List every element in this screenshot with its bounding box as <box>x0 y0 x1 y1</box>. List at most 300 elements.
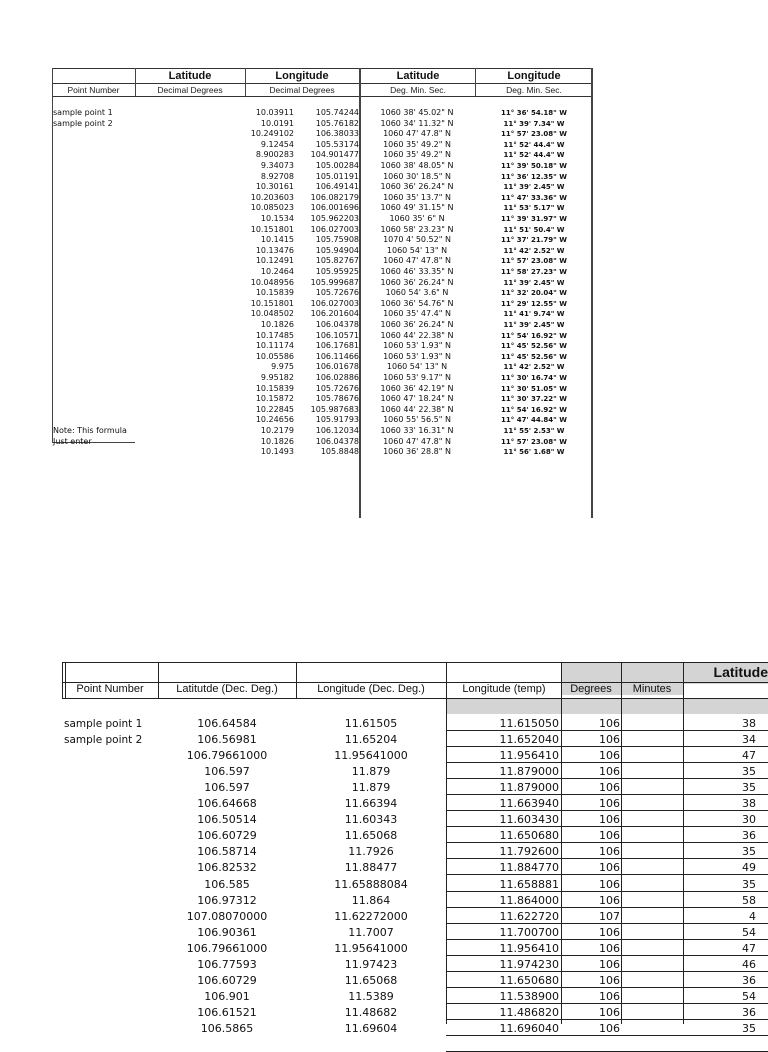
longitude-temp-cell: 11.538900 <box>499 989 559 1003</box>
longitude-dms-cell: 11° 57' 23.08" W <box>501 130 567 139</box>
latitude-dms-cell: 1060 35' 49.2" N <box>383 150 451 160</box>
table-row <box>62 812 768 828</box>
degrees-cell: 106 <box>599 845 620 859</box>
minutes-cell: 36 <box>742 973 756 987</box>
latitude-decimal-cell: 10.085023 <box>250 203 294 213</box>
table-row <box>62 941 768 957</box>
latitude-dec-deg-cell: 106.79661000 <box>186 941 268 955</box>
longitude-dms-cell: 11° 32' 20.04" W <box>501 289 567 298</box>
longitude-decimal-cell: 105.95925 <box>315 267 359 276</box>
longitude-dec-deg-cell: 11.60343 <box>344 813 398 827</box>
degrees-cell: 106 <box>599 829 620 843</box>
latitude-dec-deg-cell: 106.901 <box>204 989 250 1003</box>
latitude-decimal-cell: 10.05586 <box>255 351 294 361</box>
latitude-decimal-cell: 10.15839 <box>255 383 294 393</box>
latitude-decimal-cell: 10.1415 <box>260 235 294 245</box>
longitude-temp-cell: 11.652040 <box>499 733 559 747</box>
header-dms-lon: Deg. Min. Sec. <box>506 85 562 95</box>
longitude-dec-deg-cell: 11.65068 <box>344 973 398 987</box>
longitude-temp-cell: 11.663940 <box>499 797 559 811</box>
longitude-dms-cell: 11° 42' 2.52" W <box>503 246 565 255</box>
table-row <box>62 860 768 876</box>
latitude-decimal-cell: 9.34073 <box>260 161 294 170</box>
longitude-dec-deg-cell: 11.97423 <box>344 957 398 971</box>
group-header-latitude: Latitude <box>713 664 768 680</box>
latitude-decimal-cell: 10.15839 <box>255 288 294 298</box>
longitude-dms-cell: 11° 54' 16.92" W <box>501 331 567 340</box>
latitude-decimal-cell: 10.12491 <box>255 256 294 266</box>
longitude-decimal-cell: 106.027003 <box>310 298 359 308</box>
longitude-decimal-cell: 105.76182 <box>315 118 359 128</box>
table-row <box>52 384 592 395</box>
latitude-decimal-cell: 10.13476 <box>255 245 294 255</box>
degrees-cell: 106 <box>599 765 620 779</box>
latitude-dms-cell: 1060 35' 6" N <box>389 214 445 223</box>
longitude-decimal-cell: 106.001696 <box>310 203 359 213</box>
table-row <box>62 925 768 941</box>
point-label-cell: sample point 1 <box>53 108 113 117</box>
longitude-decimal-cell: 105.00284 <box>315 161 359 170</box>
minutes-cell: 34 <box>742 733 756 747</box>
point-label-cell: sample point 2 <box>64 734 143 747</box>
longitude-temp-cell: 11.658881 <box>499 877 559 891</box>
degrees-cell: 106 <box>599 925 620 939</box>
table-row <box>52 352 592 363</box>
latitude-dms-cell: 1060 44' 22.38" N <box>380 404 454 414</box>
latitude-decimal-cell: 10.151801 <box>250 224 294 234</box>
degrees-group-shade <box>561 662 621 684</box>
latitude-dms-cell: 1060 35' 47.4" N <box>383 309 451 319</box>
longitude-decimal-cell: 105.987683 <box>310 404 359 414</box>
longitude-decimal-cell: 106.04378 <box>315 436 359 446</box>
column-divider <box>475 68 476 96</box>
longitude-decimal-cell: 105.999687 <box>310 277 359 287</box>
longitude-dms-cell: 11° 54' 16.92" W <box>501 405 567 414</box>
latitude-dec-deg-cell: 107.08070000 <box>186 909 268 923</box>
longitude-dms-cell: 11° 47' 44.84" W <box>501 416 567 425</box>
latitude-decimal-cell: 10.048502 <box>250 309 294 319</box>
latitude-dms-cell: 1060 38' 48.05" N <box>380 161 454 170</box>
latitude-dec-deg-cell: 106.90361 <box>197 925 257 939</box>
degrees-cell: 106 <box>599 893 620 907</box>
longitude-dms-cell: 11° 36' 54.18" W <box>501 109 567 117</box>
point-label-cell: Just enter <box>53 436 92 446</box>
latitude-dms-cell: 1060 35' 13.7" N <box>383 192 451 202</box>
minutes-cell: 54 <box>742 925 756 939</box>
longitude-decimal-cell: 106.11466 <box>315 351 359 361</box>
degrees-cell: 106 <box>599 861 620 875</box>
table-row <box>52 140 592 151</box>
longitude-decimal-cell: 105.72676 <box>315 288 359 298</box>
longitude-decimal-cell: 105.82767 <box>315 256 359 266</box>
table-row <box>62 957 768 973</box>
longitude-decimal-cell: 106.04378 <box>315 320 359 329</box>
longitude-decimal-cell: 106.201604 <box>310 309 359 319</box>
latitude-dms-cell: 1060 47' 47.8" N <box>383 129 451 139</box>
header-longitude-dms: Longitude <box>507 70 561 82</box>
grid-line <box>62 682 768 683</box>
longitude-dec-deg-cell: 11.66394 <box>344 797 398 811</box>
latitude-decimal-cell: 10.30161 <box>255 182 294 192</box>
longitude-temp-cell: 11.700700 <box>499 925 559 939</box>
table-row <box>62 844 768 860</box>
column-divider <box>245 68 246 96</box>
latitude-dms-cell: 1060 54' 3.6" N <box>385 288 449 298</box>
minutes-cell: 58 <box>742 893 756 907</box>
grid-line <box>158 662 159 698</box>
longitude-dms-cell: 11° 53' 5.17" W <box>503 204 565 213</box>
minutes-cell: 35 <box>742 781 756 795</box>
longitude-decimal-cell: 105.75908 <box>315 235 359 245</box>
table-row <box>52 447 592 458</box>
latitude-dms-cell: 1060 38' 45.02" N <box>380 108 454 117</box>
table-row <box>52 415 592 426</box>
longitude-dec-deg-cell: 11.95641000 <box>334 749 408 763</box>
latitude-decimal-cell: 10.1534 <box>260 214 294 223</box>
longitude-dms-cell: 11° 39' 2.45" W <box>503 183 565 192</box>
minutes-cell: 4 <box>749 909 756 923</box>
longitude-temp-cell: 11.864000 <box>499 893 559 907</box>
latitude-dec-deg-cell: 106.56981 <box>197 733 257 747</box>
longitude-decimal-cell: 106.10571 <box>315 330 359 340</box>
latitude-dms-cell: 1060 53' 9.17" N <box>383 373 451 382</box>
degrees-cell: 106 <box>599 781 620 795</box>
table-row <box>52 331 592 342</box>
table-row <box>52 373 592 384</box>
header-dms-lat: Deg. Min. Sec. <box>390 85 446 95</box>
longitude-dec-deg-cell: 11.48682 <box>344 1005 398 1019</box>
header-minutes: Minutes <box>621 683 683 695</box>
longitude-dms-cell: 11° 39' 7.34" W <box>503 119 565 128</box>
latitude-decimal-cell: 10.03911 <box>255 108 294 117</box>
table-row <box>62 1005 768 1021</box>
latitude-decimal-cell: 8.900283 <box>255 150 294 160</box>
latitude-dms-cell: 1060 54' 13" N <box>386 245 448 255</box>
header-latitude-dec-deg: Latitutde (Dec. Deg.) <box>176 683 278 695</box>
minutes-cell: 35 <box>742 845 756 859</box>
latitude-dms-cell: 1060 30' 18.5" N <box>383 171 451 181</box>
header-point-number: Point Number <box>76 683 144 695</box>
table1-group-header <box>52 68 592 83</box>
longitude-temp-cell: 11.879000 <box>499 781 559 795</box>
longitude-decimal-cell: 105.53174 <box>315 139 359 149</box>
header-longitude-dec-deg: Longitude (Dec. Deg.) <box>317 683 425 695</box>
latitude-decimal-cell: 9.95182 <box>260 373 294 382</box>
longitude-dec-deg-cell: 11.879 <box>351 765 391 779</box>
table-row <box>62 764 768 780</box>
table1-column-header <box>52 83 592 97</box>
latitude-decimal-cell: 10.249102 <box>250 129 294 139</box>
table-row <box>52 214 592 225</box>
minutes-cell: 38 <box>742 717 756 730</box>
latitude-decimal-cell: 8.92708 <box>260 171 294 181</box>
table-row <box>52 246 592 257</box>
latitude-decimal-cell: 10.1493 <box>260 447 294 457</box>
degrees-cell: 106 <box>599 973 620 987</box>
table-row <box>52 405 592 416</box>
latitude-dms-cell: 1060 47' 47.8" N <box>383 436 451 446</box>
longitude-temp-cell: 11.956410 <box>499 941 559 955</box>
longitude-dec-deg-cell: 11.864 <box>351 893 391 907</box>
table-row <box>62 877 768 893</box>
latitude-dec-deg-cell: 106.61521 <box>197 1005 257 1019</box>
table-row <box>62 973 768 989</box>
header-longitude-decimal: Longitude <box>275 70 329 82</box>
longitude-dms-cell: 11° 47' 33.36" W <box>501 193 567 202</box>
table-row <box>62 780 768 796</box>
longitude-dms-cell: 11° 51' 50.4" W <box>503 225 565 234</box>
latitude-decimal-cell: 9.12454 <box>260 139 294 149</box>
longitude-decimal-cell: 106.027003 <box>310 224 359 234</box>
point-label-cell: sample point 1 <box>64 718 143 730</box>
latitude-decimal-cell: 10.17485 <box>255 330 294 340</box>
minutes-cell: 47 <box>742 941 756 955</box>
longitude-dms-cell: 11° 36' 12.35" W <box>501 172 567 181</box>
table-row <box>62 893 768 909</box>
longitude-dec-deg-cell: 11.7926 <box>348 845 394 859</box>
latitude-dms-cell: 1060 47' 18.24" N <box>380 394 454 404</box>
latitude-decimal-cell: 10.048956 <box>250 277 294 287</box>
degrees-cell: 106 <box>599 941 620 955</box>
longitude-decimal-cell: 105.962203 <box>310 214 359 223</box>
longitude-dec-deg-cell: 11.95641000 <box>334 941 408 955</box>
latitude-dms-cell: 1060 36' 26.24" N <box>380 182 454 192</box>
table-row <box>52 278 592 289</box>
longitude-decimal-cell: 105.8848 <box>320 447 359 457</box>
longitude-dec-deg-cell: 11.65888084 <box>334 877 408 891</box>
table-row <box>52 267 592 278</box>
table-row <box>62 748 768 764</box>
table-row <box>52 172 592 183</box>
longitude-decimal-cell: 105.72676 <box>315 383 359 393</box>
longitude-dms-cell: 11° 55' 2.53" W <box>503 427 565 435</box>
longitude-dms-cell: 11° 56' 1.68" W <box>503 448 565 457</box>
minutes-cell: 54 <box>742 989 756 1003</box>
minutes-cell: 36 <box>742 1005 756 1019</box>
longitude-dms-cell: 11° 37' 21.79" W <box>501 236 567 245</box>
latitude-decimal-cell: 10.24656 <box>255 415 294 425</box>
table-row <box>62 828 768 844</box>
header-decimal-degrees-lat: Decimal Degrees <box>157 85 223 95</box>
latitude-dms-cell: 1060 53' 1.93" N <box>383 341 451 351</box>
table-row <box>62 796 768 812</box>
minutes-cell: 49 <box>742 861 756 875</box>
table-row <box>52 299 592 310</box>
longitude-dms-cell: 11° 42' 2.52" W <box>503 363 565 372</box>
grid-line <box>62 662 63 698</box>
table-row <box>62 732 768 748</box>
table-row <box>62 909 768 925</box>
longitude-temp-cell: 11.956410 <box>499 749 559 763</box>
table-row <box>52 182 592 193</box>
longitude-dms-cell: 11° 39' 31.97" W <box>501 215 567 223</box>
longitude-temp-cell: 11.615050 <box>499 717 559 730</box>
longitude-dms-cell: 11° 52' 44.4" W <box>503 151 565 160</box>
latitude-dms-cell: 1060 36' 54.76" N <box>380 298 454 308</box>
table-row <box>52 150 592 161</box>
longitude-temp-cell: 11.696040 <box>499 1021 559 1035</box>
header-latitude-dms: Latitude <box>396 70 440 82</box>
longitude-decimal-cell: 105.01191 <box>315 171 359 181</box>
degrees-cell: 106 <box>599 989 620 1003</box>
latitude-decimal-cell: 10.203603 <box>250 192 294 202</box>
longitude-dec-deg-cell: 11.7007 <box>348 925 394 939</box>
latitude-decimal-cell: 9.975 <box>271 362 294 372</box>
table-row <box>52 225 592 236</box>
table-row <box>52 235 592 246</box>
latitude-decimal-cell: 10.22845 <box>255 404 294 414</box>
latitude-decimal-cell: 10.151801 <box>250 298 294 308</box>
degrees-cell: 106 <box>599 733 620 747</box>
latitude-dms-cell: 1060 36' 42.19" N <box>380 383 454 393</box>
table-row <box>62 716 768 732</box>
longitude-dec-deg-cell: 11.69604 <box>344 1021 398 1035</box>
latitude-decimal-cell: 10.2464 <box>260 267 294 276</box>
longitude-decimal-cell: 106.49141 <box>315 182 359 192</box>
header-longitude-temp: Longitude (temp) <box>462 683 546 695</box>
longitude-dms-cell: 11° 39' 50.18" W <box>501 162 567 170</box>
latitude-dec-deg-cell: 106.60729 <box>197 829 257 843</box>
degrees-cell: 106 <box>599 813 620 827</box>
latitude-dms-cell: 1060 34' 11.32" N <box>380 118 454 128</box>
table-row <box>52 161 592 172</box>
longitude-dms-cell: 11° 39' 2.45" W <box>503 321 565 329</box>
table-row <box>52 341 592 352</box>
latitude-dms-cell: 1060 36' 28.8" N <box>383 447 451 457</box>
latitude-dms-cell: 1060 46' 33.35" N <box>380 267 454 276</box>
table-row <box>52 394 592 405</box>
table-row <box>52 129 592 140</box>
longitude-dms-cell: 11° 30' 37.22" W <box>501 395 567 404</box>
longitude-dms-cell: 11° 29' 12.55" W <box>501 299 567 308</box>
grid-line <box>62 698 768 699</box>
table-row <box>52 362 592 373</box>
latitude-decimal-cell: 10.0191 <box>260 118 294 128</box>
degrees-cell: 106 <box>599 749 620 763</box>
longitude-dec-deg-cell: 11.5389 <box>348 989 394 1003</box>
latitude-dms-cell: 1060 35' 49.2" N <box>383 139 451 149</box>
latitude-dec-deg-cell: 106.82532 <box>197 861 257 875</box>
longitude-decimal-cell: 104.901477 <box>310 150 359 160</box>
degrees-cell: 106 <box>599 877 620 891</box>
table-row <box>52 320 592 331</box>
degrees-cell: 106 <box>599 717 620 730</box>
latitude-decimal-cell: 10.11174 <box>255 341 294 351</box>
minutes-cell: 35 <box>742 877 756 891</box>
longitude-temp-cell: 11.603430 <box>499 813 559 827</box>
minutes-cell: 36 <box>742 829 756 843</box>
latitude-longitude-table <box>62 662 768 1035</box>
longitude-temp-cell: 11.650680 <box>499 973 559 987</box>
longitude-dms-cell: 11° 41' 9.74" W <box>503 310 565 319</box>
table-row <box>52 193 592 204</box>
header-point-number: Point Number <box>67 85 120 95</box>
latitude-dms-cell: 1060 47' 47.8" N <box>383 256 451 266</box>
degrees-cell: 106 <box>599 1021 620 1035</box>
latitude-dms-cell: 1060 49' 31.15" N <box>380 203 454 213</box>
degrees-cell: 107 <box>599 909 620 923</box>
minutes-cell: 30 <box>742 813 756 827</box>
latitude-dms-cell: 1060 53' 1.93" N <box>383 351 451 361</box>
latitude-decimal-cell: 10.2179 <box>260 426 294 435</box>
longitude-temp-cell: 11.792600 <box>499 845 559 859</box>
table-row <box>52 309 592 320</box>
longitude-temp-cell: 11.879000 <box>499 765 559 779</box>
latitude-dms-cell: 1060 54' 13" N <box>386 362 448 372</box>
latitude-dec-deg-cell: 106.97312 <box>197 893 257 907</box>
longitude-decimal-cell: 106.12034 <box>315 426 359 435</box>
longitude-temp-cell: 11.884770 <box>499 861 559 875</box>
longitude-temp-cell: 11.650680 <box>499 829 559 843</box>
longitude-dec-deg-cell: 11.61505 <box>344 717 398 730</box>
longitude-dec-deg-cell: 11.62272000 <box>334 909 408 923</box>
minutes-cell: 38 <box>742 797 756 811</box>
table-row <box>52 426 592 437</box>
grid-line <box>65 662 66 698</box>
longitude-decimal-cell: 105.91793 <box>315 415 359 425</box>
latitude-dec-deg-cell: 106.597 <box>204 781 250 795</box>
longitude-decimal-cell: 106.38033 <box>315 129 359 139</box>
grid-line <box>296 662 297 698</box>
degrees-cell: 106 <box>599 1005 620 1019</box>
latitude-decimal-cell: 10.1826 <box>260 320 294 329</box>
header-degrees: Degrees <box>561 683 621 695</box>
latitude-dec-deg-cell: 106.585 <box>204 877 250 891</box>
latitude-dms-cell: 1060 44' 22.38" N <box>380 330 454 340</box>
grid-line <box>62 662 768 663</box>
latitude-dec-deg-cell: 106.64584 <box>197 717 257 730</box>
latitude-dms-cell: 1060 58' 23.23" N <box>380 224 454 234</box>
longitude-temp-cell: 11.622720 <box>499 909 559 923</box>
latitude-dms-cell: 1060 36' 26.24" N <box>380 277 454 287</box>
minutes-cell: 46 <box>742 957 756 971</box>
empty-row-shade <box>446 698 768 714</box>
table-row <box>52 119 592 130</box>
longitude-decimal-cell: 106.01678 <box>315 362 359 372</box>
table-row <box>52 256 592 267</box>
table-row <box>52 108 592 119</box>
header-latitude-decimal: Latitude <box>168 70 212 82</box>
longitude-dec-deg-cell: 11.65068 <box>344 829 398 843</box>
point-label-cell: sample point 2 <box>53 118 113 128</box>
point-label-cell: Note: This formula <box>53 426 127 435</box>
longitude-dec-deg-cell: 11.65204 <box>344 733 398 747</box>
longitude-decimal-cell: 105.74244 <box>315 108 359 117</box>
longitude-decimal-cell: 106.17681 <box>315 341 359 351</box>
degrees-cell: 106 <box>599 797 620 811</box>
longitude-dms-cell: 11° 45' 52.56" W <box>501 342 567 351</box>
table-row <box>62 1021 768 1037</box>
latitude-dms-cell: 1060 55' 56.5" N <box>383 415 451 425</box>
minutes-cell: 35 <box>742 765 756 779</box>
header-decimal-degrees-lon: Decimal Degrees <box>269 85 335 95</box>
latitude-dec-deg-cell: 106.58714 <box>197 845 257 859</box>
longitude-dms-cell: 11° 57' 23.08" W <box>501 257 567 266</box>
longitude-decimal-cell: 106.02886 <box>315 373 359 382</box>
longitude-dec-deg-cell: 11.879 <box>351 781 391 795</box>
latitude-dec-deg-cell: 106.50514 <box>197 813 257 827</box>
latitude-dms-cell: 1060 36' 26.24" N <box>380 320 454 329</box>
longitude-dms-cell: 11° 30' 51.05" W <box>501 384 567 393</box>
latitude-dec-deg-cell: 106.79661000 <box>186 749 268 763</box>
longitude-dms-cell: 11° 52' 44.4" W <box>503 140 565 149</box>
latitude-decimal-cell: 10.1826 <box>260 436 294 446</box>
minutes-cell: 35 <box>742 1021 756 1035</box>
table-row <box>52 203 592 214</box>
latitude-dec-deg-cell: 106.64668 <box>197 797 257 811</box>
longitude-decimal-cell: 106.082179 <box>310 192 359 202</box>
table-row <box>52 288 592 299</box>
